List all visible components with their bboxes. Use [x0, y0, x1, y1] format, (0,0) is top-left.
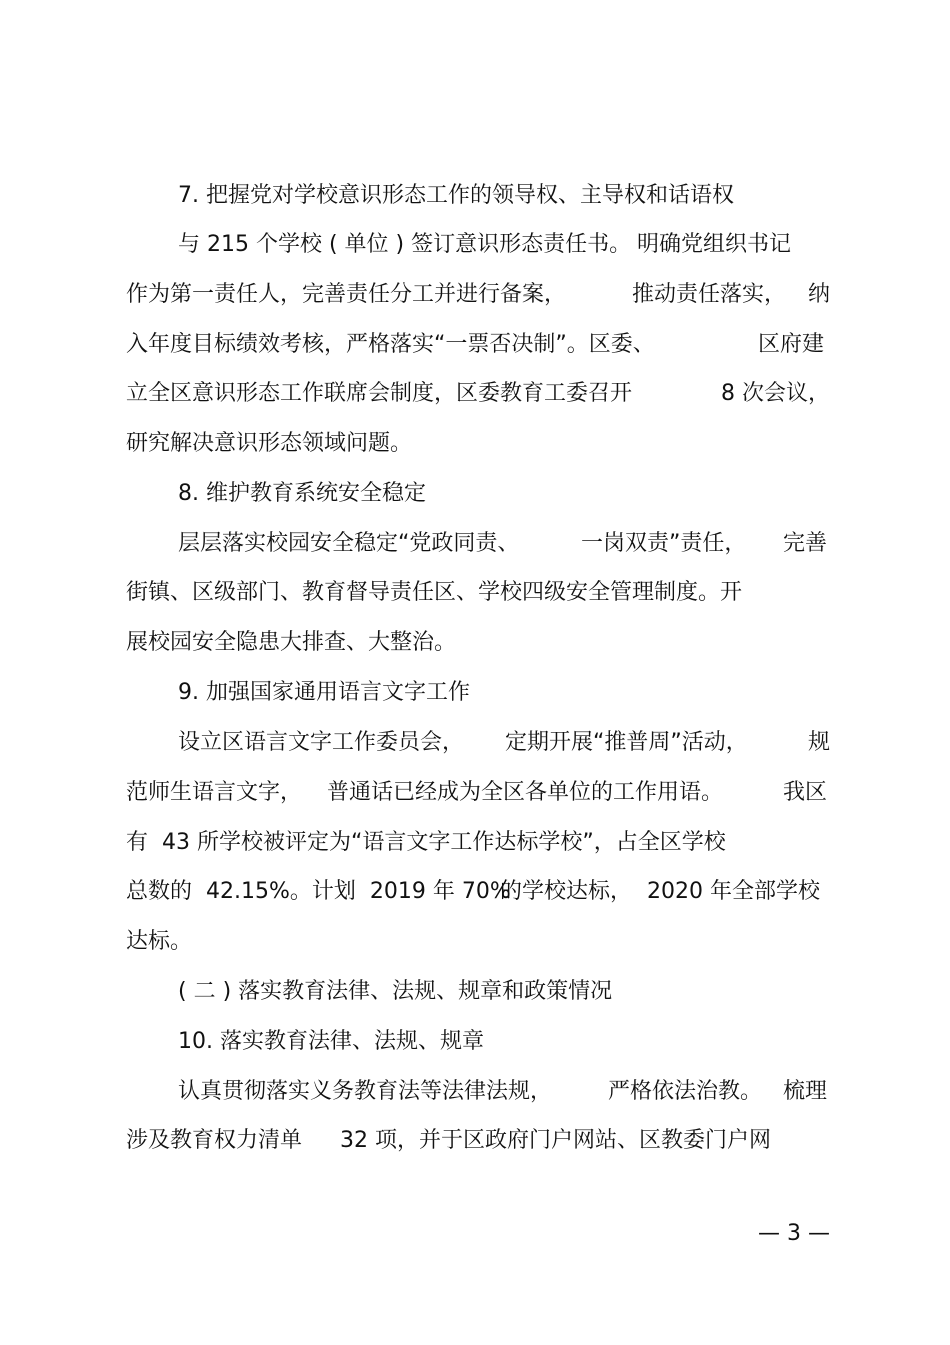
paragraph-line — [0, 1076, 828, 1108]
text-segment: 涉及教育权力清单 — [126, 1128, 303, 1153]
text-segment: 纳 — [808, 282, 831, 307]
text-segment: 范师生语言文字， — [126, 780, 303, 805]
text-segment: 层层落实校园安全稳定“党政同责、 — [178, 531, 520, 556]
text-segment: 9. 加强国家通用语言文字工作 — [178, 680, 470, 705]
text-segment: 达标。 — [126, 929, 193, 954]
paragraph-line — [0, 1125, 771, 1157]
text-segment: 我区 — [783, 780, 828, 805]
paragraph-line — [0, 528, 828, 560]
paragraph-line — [0, 876, 820, 908]
paragraph-line — [0, 777, 828, 809]
section-heading — [0, 976, 613, 1008]
text-segment: 总数的 42.15%。计划 2019 年 70% — [126, 879, 511, 904]
text-segment: 规 — [808, 730, 831, 755]
paragraph-line — [0, 279, 831, 311]
text-segment: 推动责任落实， — [632, 282, 787, 307]
paragraph-line — [0, 428, 413, 460]
text-segment: 完善 — [783, 531, 828, 556]
text-segment: 8 次会议， — [721, 381, 830, 406]
text-segment: 一岗双责”责任， — [581, 531, 747, 556]
paragraph-line — [0, 229, 792, 261]
paragraph-line — [0, 329, 825, 361]
page-number: — 3 — — [758, 1221, 830, 1246]
heading-9 — [0, 677, 470, 709]
text-segment: 作为第一责任人，完善责任分工并进行备案， — [126, 282, 567, 307]
text-segment: 展校园安全隐患大排查、大整治。 — [126, 630, 457, 655]
heading-10 — [0, 1026, 484, 1058]
paragraph-line — [0, 727, 831, 759]
text-segment: 立全区意识形态工作联席会制度，区委教育工委召开 — [126, 381, 633, 406]
text-segment: 严格依法治教。 — [608, 1079, 763, 1104]
text-segment: 研究解决意识形态领域问题。 — [126, 431, 413, 456]
paragraph-line — [0, 627, 457, 659]
heading-8 — [0, 478, 426, 510]
text-segment: 10. 落实教育法律、法规、规章 — [178, 1029, 484, 1054]
text-segment: 32 项，并于区政府门户网站、区教委门户网 — [340, 1128, 771, 1153]
text-segment: 街镇、区级部门、教育督导责任区、学校四级安全管理制度。开 — [126, 580, 743, 605]
text-segment: 有 43 所学校被评定为“语言文字工作达标学校”，占全区学校 — [126, 830, 726, 855]
text-segment: 与 215 个学校 ( 单位 ) 签订意识形态责任书。 — [178, 232, 632, 257]
text-segment: 认真贯彻落实义务教育法等法律法规， — [178, 1079, 553, 1104]
text-segment: 7. 把握党对学校意识形态工作的领导权、主导权和话语权 — [178, 183, 734, 208]
text-segment: 8. 维护教育系统安全稳定 — [178, 481, 426, 506]
text-segment: 入年度目标绩效考核，严格落实“一票否决制”。区委、 — [126, 332, 655, 357]
text-segment: 区府建 — [758, 332, 825, 357]
paragraph-line — [0, 378, 830, 410]
text-segment: 的学校达标， — [500, 879, 633, 904]
paragraph-line — [0, 577, 743, 609]
text-segment: 2020 年全部学校 — [647, 879, 820, 904]
text-segment: 普通话已经成为全区各单位的工作用语。 — [327, 780, 724, 805]
text-segment: ( 二 ) 落实教育法律、法规、规章和政策情况 — [178, 979, 613, 1004]
heading-7 — [0, 180, 734, 212]
paragraph-line — [0, 926, 193, 958]
text-segment: 梳理 — [783, 1079, 828, 1104]
text-segment: 设立区语言文字工作委员会， — [178, 730, 465, 755]
paragraph-line — [0, 827, 726, 859]
text-segment: 明确党组织书记 — [637, 232, 792, 257]
text-segment: 定期开展“推普周”活动， — [505, 730, 748, 755]
